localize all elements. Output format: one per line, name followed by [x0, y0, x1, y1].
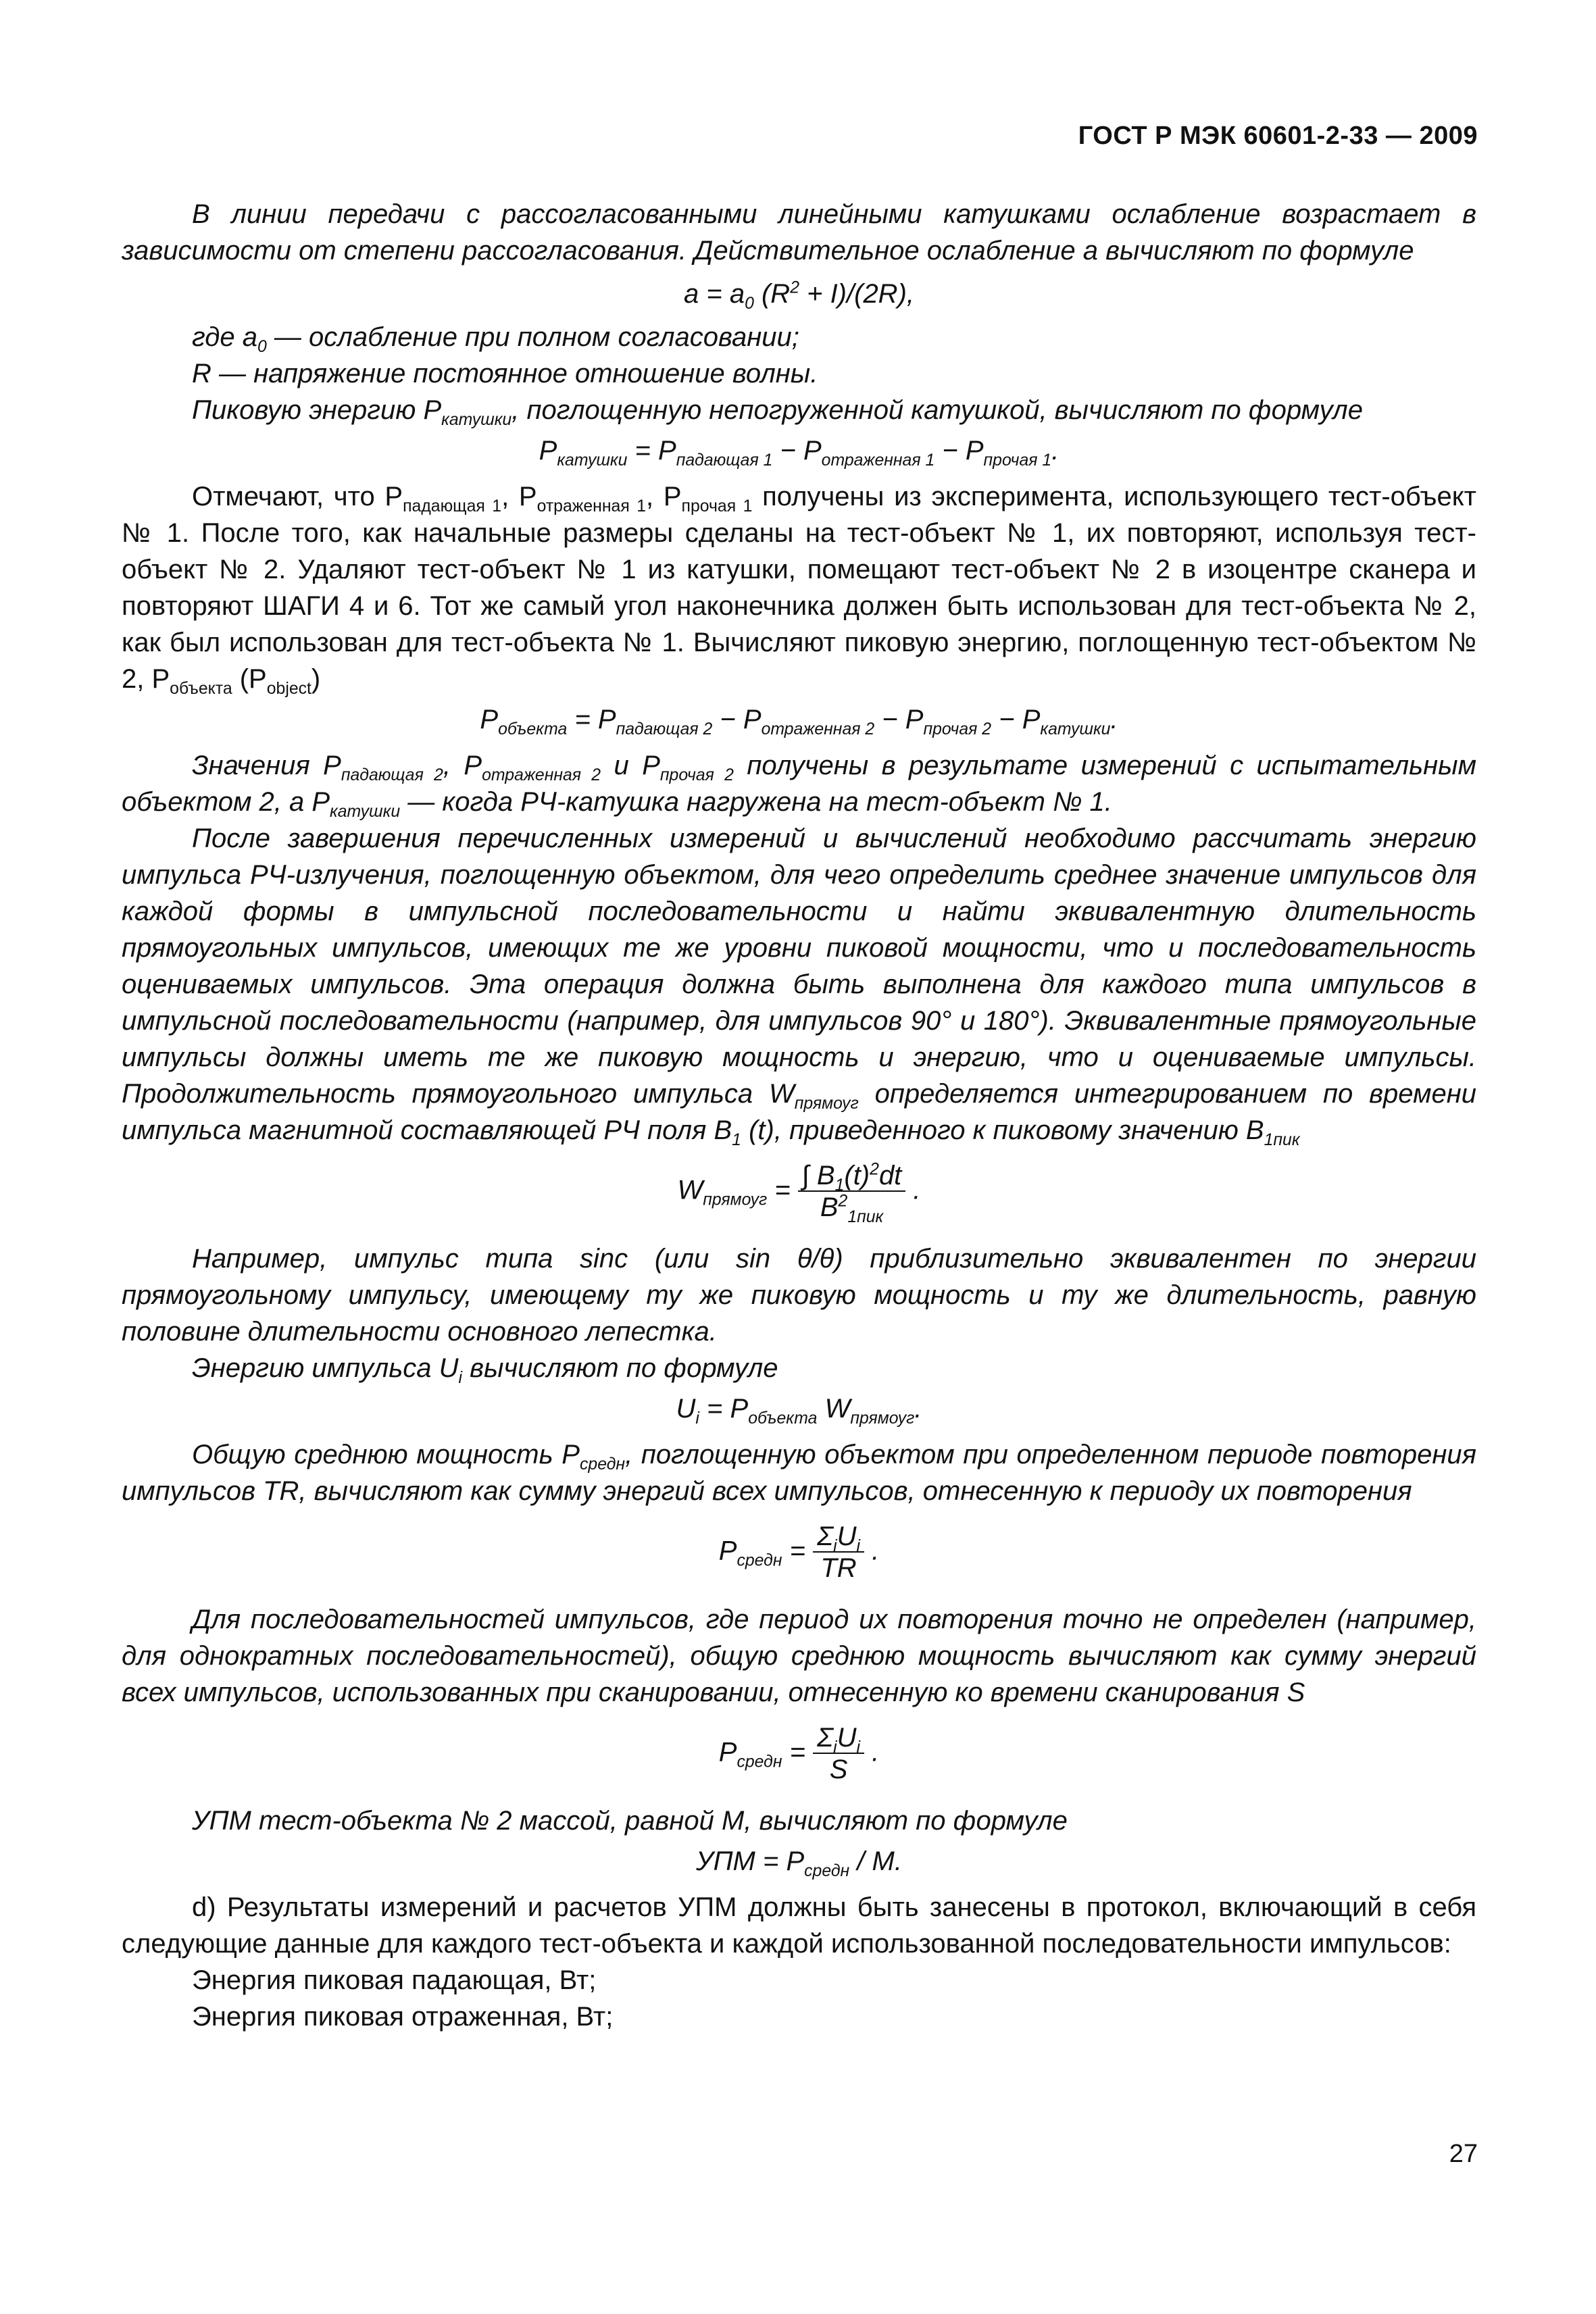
paragraph-values: Значения $P_{падающая 2}$, $P_{отраженная 2}$ и $P_{прочая 2}$ получены в результате измерений с испытательным объектом 2, а $P_{катушки}$ — когда РЧ-катушка нагружена на тест-объект № 1. — [122, 751, 1477, 821]
formula-rect-pulse: $W_{прямоуг}$ = $\frac{\int B_1(t)^2dt}{B^2_{1пик}}$ . — [677, 1160, 921, 1226]
document-header: ГОСТ Р МЭК 60601-2-33 — 2009 — [1078, 122, 1478, 150]
formula-ui: $U_i = P_{объекта}$ $W_{прямоуг}$. — [676, 1394, 922, 1428]
paragraph-peak-energy: Пиковую энергию $P_{катушки}$, поглощенную непогруженной катушкой, вычисляют по формуле — [192, 395, 1363, 429]
fraction: $\frac{\int B_1(t)^2dt}{B^2_{1пик}}$ — [798, 1161, 905, 1223]
formula-object-power: $P_{объекта} = P_{падающая 2} - P_{отраженная 2} - P_{прочая 2} - P_{катушки}$. — [480, 705, 1118, 738]
paragraph-upm: УПМ тест-объекта № 2 массой, равной M, вычисляют по формуле — [192, 1806, 1068, 1836]
where-a0: где $a_0$ — ослабление при полном согласовании; — [192, 322, 799, 356]
document-body — [122, 196, 1476, 2035]
paragraph-energy-ui: Энергию импульса $U_i$ вычисляют по формуле — [192, 1353, 778, 1387]
formula-avg-tr: $P_{средн}$ = $\frac{\Sigma_iU_i}{TR}$ . — [718, 1521, 880, 1583]
paragraph-sequences: Для последовательностей импульсов, где период их повторения точно не определен (например, для однократных последовательностей), общую среднюю мощность вычисляют как сумму энергий всех импульсов, использованных при сканировании, отнесенную ко времени сканирования S — [122, 1605, 1476, 1707]
paragraph-average-power: Общую среднюю мощность $P_{средн}$, поглощенную объектом при определенном периоде повторения импульсов TR, вычисляют как сумму энергий всех импульсов, отнесенную к периоду их повторения — [122, 1440, 1476, 1506]
list-item: Энергия пиковая отраженная, Вт; — [192, 2002, 614, 2032]
paragraph-measurement: Отмечают, что $P_{падающая 1}$, $P_{отраженная 1}$, $P_{прочая 1}$ получены из эксперимента, использующего тест-объект № 1. После того, как начальные размеры сделаны на тест-объект № 1, их повторяют, используя тест-объект № 2. Удаляют тест-объект № 1 из катушки, помещают тест-объект № 2 в изоцентре сканера и повторяют ШАГИ 4 и 6. Тот же самый угол наконечника должен быть использован для тест-объекта № 2, как был использован для тест-объекта № 1. Вычисляют пиковую энергию, поглощенную тест-объектом № 2, $P_{объекта}$ $(P_{object})$ — [122, 482, 1476, 698]
where-r: R — напряжение постоянное отношение волны. — [192, 359, 818, 388]
formula-upm: УПМ = $P_{средн}$ / M. — [696, 1846, 902, 1880]
fraction: $\frac{\Sigma_iU_i}{S}$ — [813, 1723, 864, 1785]
list-item: Энергия пиковая падающая, Вт; — [192, 1965, 597, 1995]
paragraph-pulse-energy: После завершения перечисленных измерений и вычислений необходимо рассчитать энергию импульса РЧ-излучения, поглощенную объектом, для чего определить среднее значение импульсов для каждой формы в импульсной последовательности и найти эквивалентную длительность прямоугольных импульсов, имеющих те же уровни пиковой мощности, что и последовательность оцениваемых импульсов. Эта операция должна быть выполнена для каждого типа импульсов в импульсной последовательности (например, для импульсов 90° и 180°). Эквивалентные прямоугольные импульсы должны иметь те же пиковую мощность и энергию, что и оцениваемые импульсы. Продолжительность прямоугольного импульса $W_{прямоуг}$ определяется интегрированием по времени импульса магнитной составляющей РЧ поля $B_1$ (t), приведенного к пиковому значению $B_{1пик}$ — [122, 824, 1476, 1149]
formula-coil-power: $P_{катушки} = P_{падающая 1} - P_{отраженная 1} - P_{прочая 1}$. — [539, 436, 1059, 470]
paragraph-attenuation: В линии передачи с рассогласованными линейными катушками ослабление возрастает в зависимости от степени рассогласования. Действительное ослабление a вычисляют по формуле — [122, 199, 1476, 266]
paragraph-sinc-example: Например, импульс типа sinc (или sin θ/θ) приблизительно эквивалентен по энергии прямоугольному импульсу, имеющему ту же пиковую мощность и ту же длительность, равную половине длительности основного лепестка. — [122, 1244, 1476, 1347]
formula-avg-s: $P_{средн}$ = $\frac{\Sigma_iU_i}{S}$ . — [718, 1723, 880, 1784]
fraction: $\frac{\Sigma_iU_i}{TR}$ — [813, 1521, 864, 1584]
page-number: 27 — [1449, 2140, 1478, 2168]
formula-attenuation: $a = a_0$ $(R^2 + I)/(2R)$, — [683, 278, 915, 313]
paragraph-d-results: d) Результаты измерений и расчетов УПМ должны быть занесены в протокол, включающий в себя следующие данные для каждого тест-объекта и каждой использованной последовательности импульсов: — [122, 1892, 1476, 1959]
